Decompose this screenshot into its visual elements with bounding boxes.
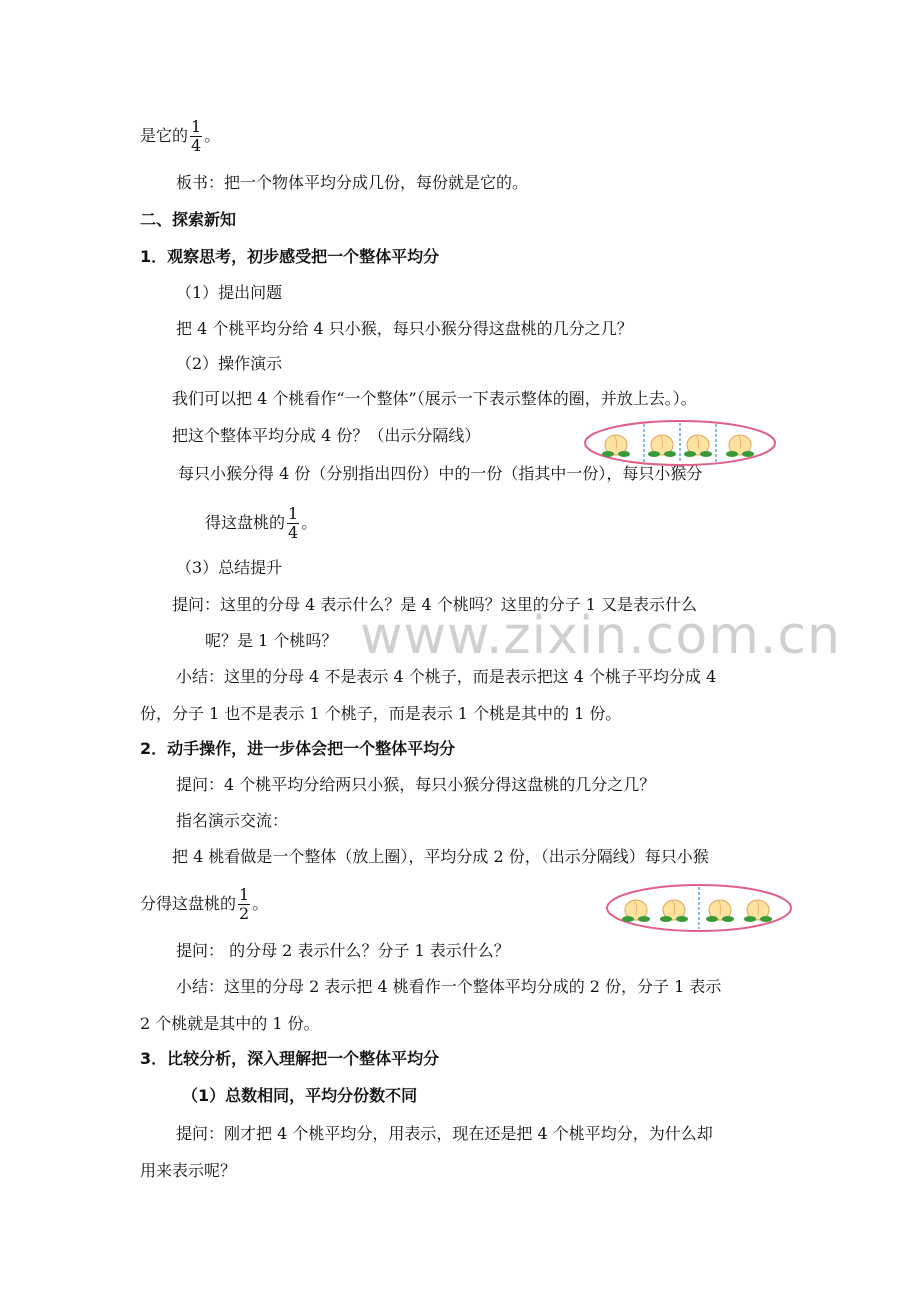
question-text-2: 提问：这里的分母 4 表示什么？是 4 个桃吗？这里的分子 1 又是表示什么 bbox=[172, 595, 698, 614]
board-note: 板书：把一个物体平均分成几份，每份就是它的。 bbox=[176, 173, 529, 192]
question-text-1: 把 4 个桃平均分给 4 只小猴，每只小猴分得这盘桃的几分之几？ bbox=[176, 319, 633, 338]
summary-text-1: 小结：这里的分母 4 不是表示 4 个桃子，而是表示把这 4 个桃子平均分成 4 bbox=[176, 667, 717, 686]
demo-text-2: 把这个整体平均分成 4 份？（出示分隔线） bbox=[172, 426, 481, 445]
demo-label: 指名演示交流： bbox=[176, 811, 289, 830]
fraction-numerator: 1 bbox=[191, 117, 202, 136]
demo-text-1: 我们可以把 4 个桃看作“一个整体”（展示一下表示整体的圈，并放上去。）。 bbox=[172, 389, 697, 408]
fraction-numerator: 1 bbox=[239, 885, 250, 904]
section-heading: 二、探索新知 bbox=[140, 210, 237, 229]
watermark: www.zixin.com.cn bbox=[360, 606, 841, 666]
summary-text-4: 2 个桃就是其中的 1 份。 bbox=[140, 1014, 320, 1033]
step-label-3: （3）总结提升 bbox=[176, 558, 283, 577]
fraction-one-quarter bbox=[190, 118, 202, 155]
result-text: 分得这盘桃的 bbox=[140, 894, 237, 913]
peach-icon bbox=[660, 900, 688, 922]
fraction-denominator: 2 bbox=[239, 904, 250, 923]
peach-icon bbox=[706, 900, 734, 922]
peach-icon bbox=[744, 900, 772, 922]
subsection-heading-1: 1．观察思考，初步感受把一个整体平均分 bbox=[140, 247, 440, 266]
sub-point-heading: （1）总数相同，平均分份数不同 bbox=[182, 1086, 418, 1105]
question-text-4: 提问：4 个桃平均分给两只小猴，每只小猴分得这盘桃的几分之几？ bbox=[176, 775, 656, 794]
line-1 bbox=[140, 118, 220, 155]
peach-icon bbox=[622, 900, 650, 922]
fraction-one-quarter bbox=[287, 505, 299, 542]
summary-text-2: 份，分子 1 也不是表示 1 个桃子，而是表示 1 个桃是其中的 1 份。 bbox=[140, 704, 622, 723]
demo-text-4: 把 4 桃看做是一个整体（放上圈），平均分成 2 份，（出示分隔线）每只小猴 bbox=[172, 847, 709, 866]
summary-text-3: 小结：这里的分母 2 表示把 4 桃看作一个整体平均分成的 2 份，分子 1 表示 bbox=[176, 977, 722, 996]
fraction-denominator: 4 bbox=[288, 523, 299, 542]
fraction-one-half bbox=[238, 886, 250, 923]
step-label-1: （1）提出问题 bbox=[176, 283, 283, 302]
sentence-end: 。 bbox=[301, 513, 318, 532]
subsection-heading-2: 2．动手操作，进一步体会把一个整体平均分 bbox=[140, 739, 456, 758]
step-label-2: （2）操作演示 bbox=[176, 354, 283, 373]
question-text-7: 用来表示呢？ bbox=[140, 1161, 237, 1180]
fraction-numerator: 1 bbox=[288, 504, 299, 523]
demo-text-3: 每只小猴分得 4 份（分别指出四份）中的一份（指其中一份），每只小猴分 bbox=[178, 464, 703, 483]
fraction-denominator: 4 bbox=[191, 136, 202, 155]
sentence-end: 。 bbox=[204, 126, 221, 145]
peach-figure-four-parts bbox=[582, 418, 778, 468]
question-text-6: 提问：刚才把 4 个桃平均分，用表示，现在还是把 4 个桃平均分，为什么却 bbox=[176, 1124, 713, 1143]
peach-icon bbox=[726, 435, 754, 457]
peach-icon bbox=[648, 435, 676, 457]
subsection-heading-3: 3．比较分析，深入理解把一个整体平均分 bbox=[140, 1049, 440, 1068]
line-21 bbox=[140, 886, 268, 923]
question-text-5: 提问： 的分母 2 表示什么？分子 1 表示什么？ bbox=[176, 941, 510, 960]
sentence-end: 。 bbox=[252, 894, 269, 913]
peach-icon bbox=[684, 435, 712, 457]
intro-text: 是它的 bbox=[140, 126, 189, 145]
result-text: 得这盘桃的 bbox=[205, 513, 286, 532]
peach-figure-two-parts bbox=[604, 882, 794, 934]
peach-icon bbox=[602, 435, 630, 457]
question-text-3: 呢？是 1 个桃吗？ bbox=[205, 631, 338, 650]
line-11 bbox=[205, 505, 317, 542]
